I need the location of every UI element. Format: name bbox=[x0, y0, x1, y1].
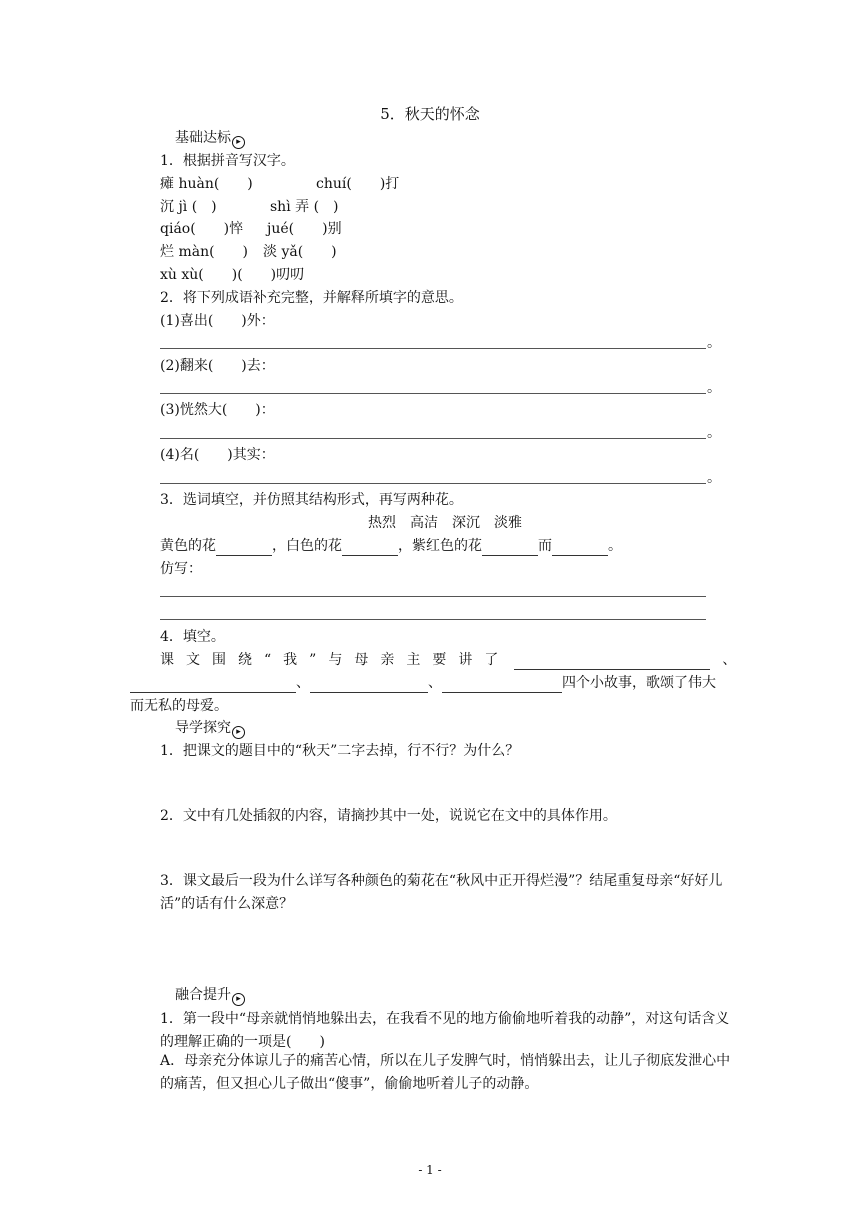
section-heading-basic bbox=[175, 128, 245, 148]
idiom-item: (1)喜出( )外： bbox=[160, 313, 275, 329]
arrow-circle-icon: ▸ bbox=[232, 993, 245, 1006]
fill-sentence: 黄色的花 ，白色的花 ，紫红色的花 而 。 bbox=[160, 538, 622, 554]
pinyin-item: jué( )别 bbox=[267, 221, 342, 237]
answer-line[interactable] bbox=[160, 619, 706, 620]
blank[interactable] bbox=[130, 676, 296, 693]
question-4-prompt: 4．填空。 bbox=[160, 629, 225, 645]
section-label: 融合提升 bbox=[175, 987, 231, 1003]
pinyin-item: qiáo( )悴 bbox=[160, 221, 244, 237]
page-title: 5．秋天的怀念 bbox=[380, 105, 480, 123]
idiom-item: (3)恍然大( )： bbox=[160, 402, 275, 418]
pinyin-item: 淡 yǎ( ) bbox=[263, 244, 337, 260]
blank[interactable] bbox=[514, 653, 710, 670]
q4-line-3: 而无私的母爱。 bbox=[130, 698, 228, 714]
pinyin-item: xù xù( )( )叨叨 bbox=[160, 267, 305, 283]
integrate-question-1: 1．第一段中“母亲就悄悄地躲出去，在我看不见的地方偷偷地听着我的动静”，对这句话含义的理解正确的一项是( ) bbox=[160, 1011, 730, 1050]
question-3-prompt: 3．选词填空，并仿照其结构形式，再写两种花。 bbox=[160, 492, 463, 508]
blank[interactable] bbox=[342, 539, 398, 556]
end-mark: 。 bbox=[707, 470, 721, 486]
question-1-prompt: 1．根据拼音写汉字。 bbox=[160, 153, 295, 169]
blank[interactable] bbox=[482, 539, 538, 556]
q4-line-1: 课文围绕“我”与母亲主要讲了 、 bbox=[160, 652, 737, 668]
idiom-item: (4)名( )其实： bbox=[160, 447, 275, 463]
guided-question-3: 3．课文最后一段为什么详写各种颜色的菊花在“秋风中正开得烂漫”？结尾重复母亲“好好儿活”的话有什么深意？ bbox=[160, 873, 723, 912]
answer-line[interactable] bbox=[160, 438, 706, 439]
page-number: - 1 - bbox=[418, 1163, 442, 1177]
guided-question-1: 1．把课文的题目中的“秋天”二字去掉，行不行？为什么？ bbox=[160, 743, 520, 759]
answer-line[interactable] bbox=[160, 596, 706, 597]
end-mark: 。 bbox=[707, 425, 721, 441]
q4-line-2: 、 、 四个小故事，歌颂了伟大 bbox=[130, 673, 716, 693]
section-label: 导学探究 bbox=[175, 720, 231, 736]
blank[interactable] bbox=[552, 539, 608, 556]
guided-question-2: 2．文中有几处插叙的内容，请摘抄其中一处，说说它在文中的具体作用。 bbox=[160, 808, 617, 824]
pinyin-item: shì 弄 ( ) bbox=[270, 199, 339, 215]
pinyin-item: 烂 màn( ) bbox=[160, 244, 249, 260]
pinyin-item: chuí( )打 bbox=[316, 176, 400, 192]
answer-line[interactable] bbox=[160, 393, 706, 394]
end-mark: 。 bbox=[707, 380, 721, 396]
section-heading-integrate bbox=[175, 985, 245, 1005]
option-a: A．母亲充分体谅儿子的痛苦心情，所以在儿子发脾气时，悄悄躲出去，让儿子彻底发泄心中的痛苦，但又担心儿子做出“傻事”，偷偷地听着儿子的动静。 bbox=[160, 1053, 731, 1092]
imitate-label: 仿写： bbox=[160, 561, 202, 577]
blank[interactable] bbox=[216, 539, 272, 556]
blank[interactable] bbox=[442, 676, 562, 693]
answer-line[interactable] bbox=[160, 348, 706, 349]
arrow-circle-icon: ▸ bbox=[232, 726, 245, 739]
pinyin-item: 沉 jì ( ) bbox=[160, 199, 217, 215]
arrow-circle-icon: ▸ bbox=[232, 136, 245, 149]
question-2-prompt: 2．将下列成语补充完整，并解释所填字的意思。 bbox=[160, 290, 463, 306]
section-heading-guided bbox=[175, 718, 245, 738]
blank[interactable] bbox=[310, 676, 428, 693]
answer-line[interactable] bbox=[160, 483, 706, 484]
end-mark: 。 bbox=[707, 335, 721, 351]
idiom-item: (2)翻来( )去： bbox=[160, 358, 275, 374]
section-label: 基础达标 bbox=[175, 130, 231, 146]
word-bank: 热烈 高洁 深沉 淡雅 bbox=[368, 515, 522, 531]
pinyin-item: 瘫 huàn( ) bbox=[160, 176, 253, 192]
